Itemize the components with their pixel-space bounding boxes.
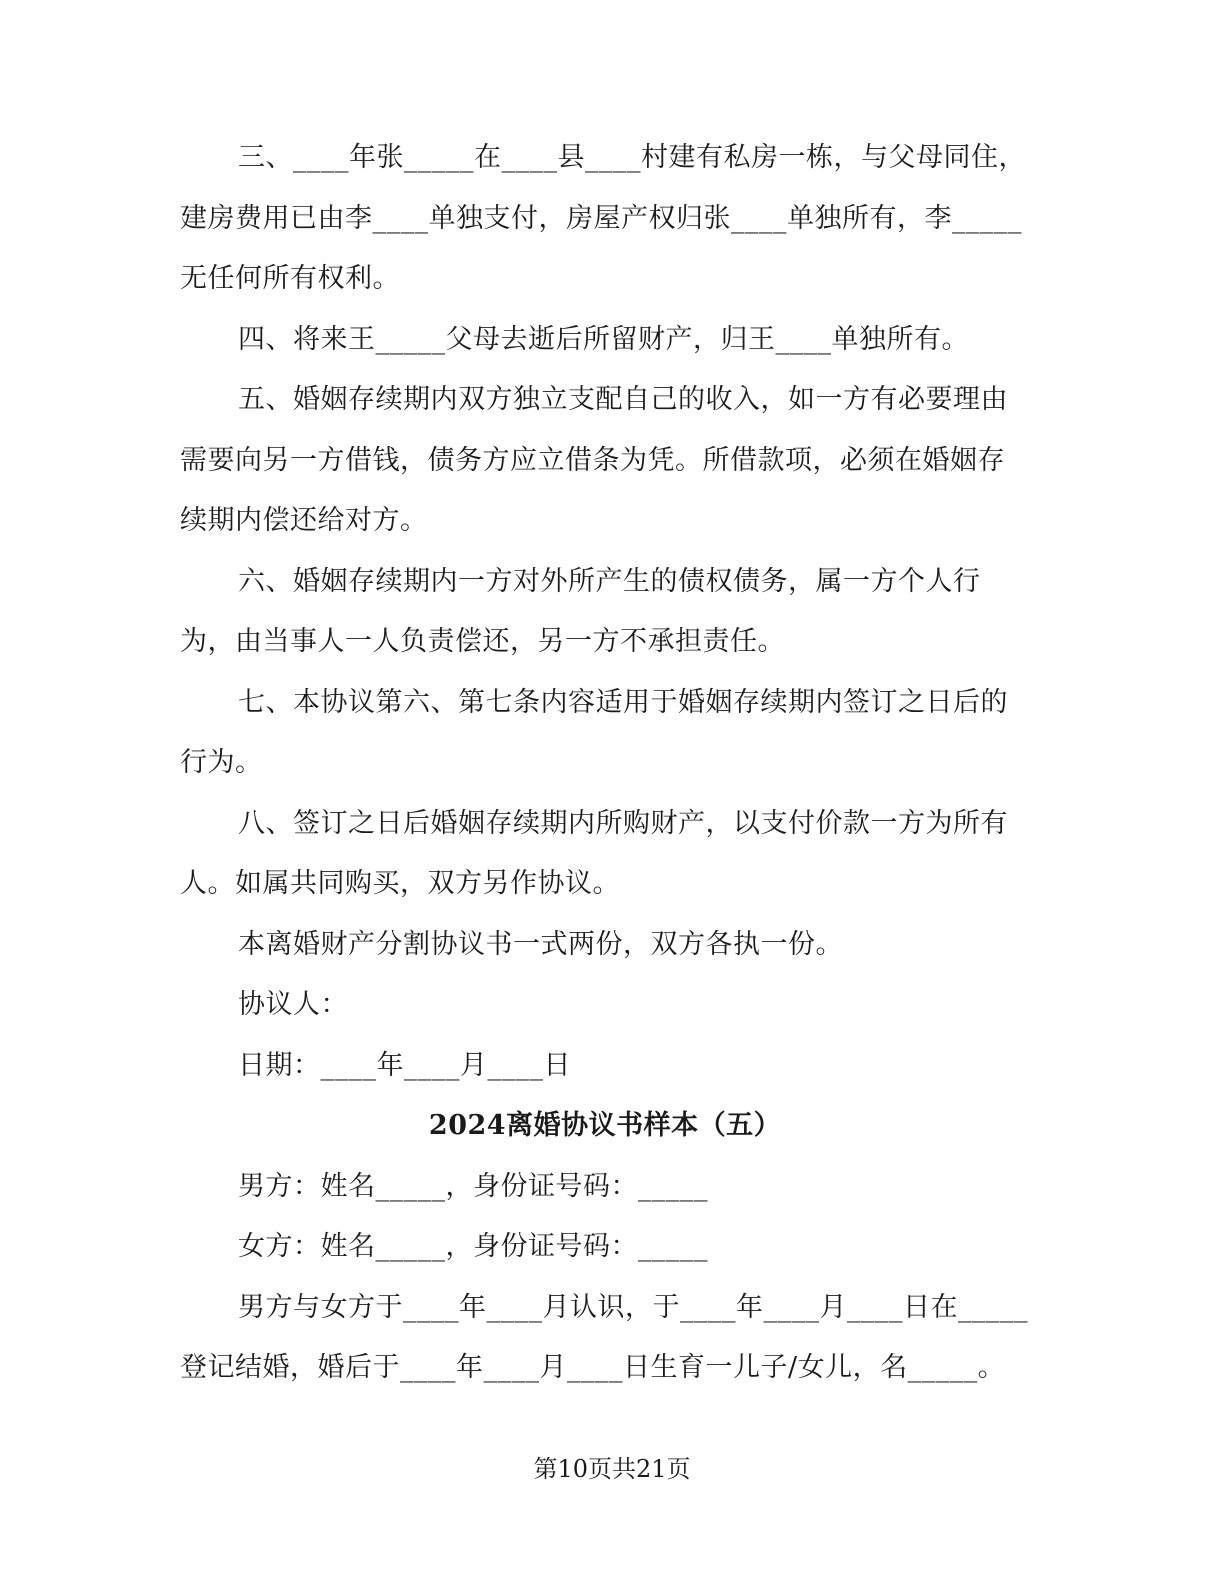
- clause-5: 五、婚姻存续期内双方独立支配自己的收入，如一方有必要理由需要向另一方借钱，债务方应立借条为凭。所借款项，必须在婚姻存续期内偿还给对方。: [180, 384, 1008, 536]
- marriage-details: 男方与女方于____年____月认识，于____年____月____日在_____登记结婚，婚后于____年____月____日生育一儿子/女儿，名_____。: [180, 1291, 1028, 1383]
- document-body: [180, 128, 1030, 1399]
- clause-8: 八、签订之日后婚姻存续期内所购财产，以支付价款一方为所有人。如属共同购买，双方另作协议。: [180, 807, 1008, 899]
- clause-4: 四、将来王_____父母去逝后所留财产，归王____单独所有。: [238, 323, 969, 355]
- clause-7: 七、本协议第六、第七条内容适用于婚姻存续期内签订之日后的行为。: [180, 686, 1008, 778]
- clause-3: 三、____年张_____在____县____村建有私房一栋，与父母同住，建房费用已由李____单独支付，房屋产权归张____单独所有，李_____无任何所有权利。: [180, 142, 1026, 294]
- male-party-line: 男方：姓名_____，身份证号码：_____: [238, 1170, 708, 1202]
- signatories-line: 协议人：: [238, 989, 348, 1020]
- female-party-line: 女方：姓名_____，身份证号码：_____: [238, 1231, 708, 1262]
- clause-6: 六、婚姻存续期内一方对外所产生的债权债务，属一方个人行为，由当事人一人负责偿还，另一方不承担责任。: [180, 565, 981, 657]
- date-line: 日期：____年____月____日: [238, 1049, 571, 1081]
- copies-statement: 本离婚财产分割协议书一式两份，双方各执一份。: [238, 928, 843, 960]
- section-title: 2024离婚协议书样本（五）: [428, 1110, 782, 1141]
- page-number: 第10页共21页: [533, 1455, 691, 1483]
